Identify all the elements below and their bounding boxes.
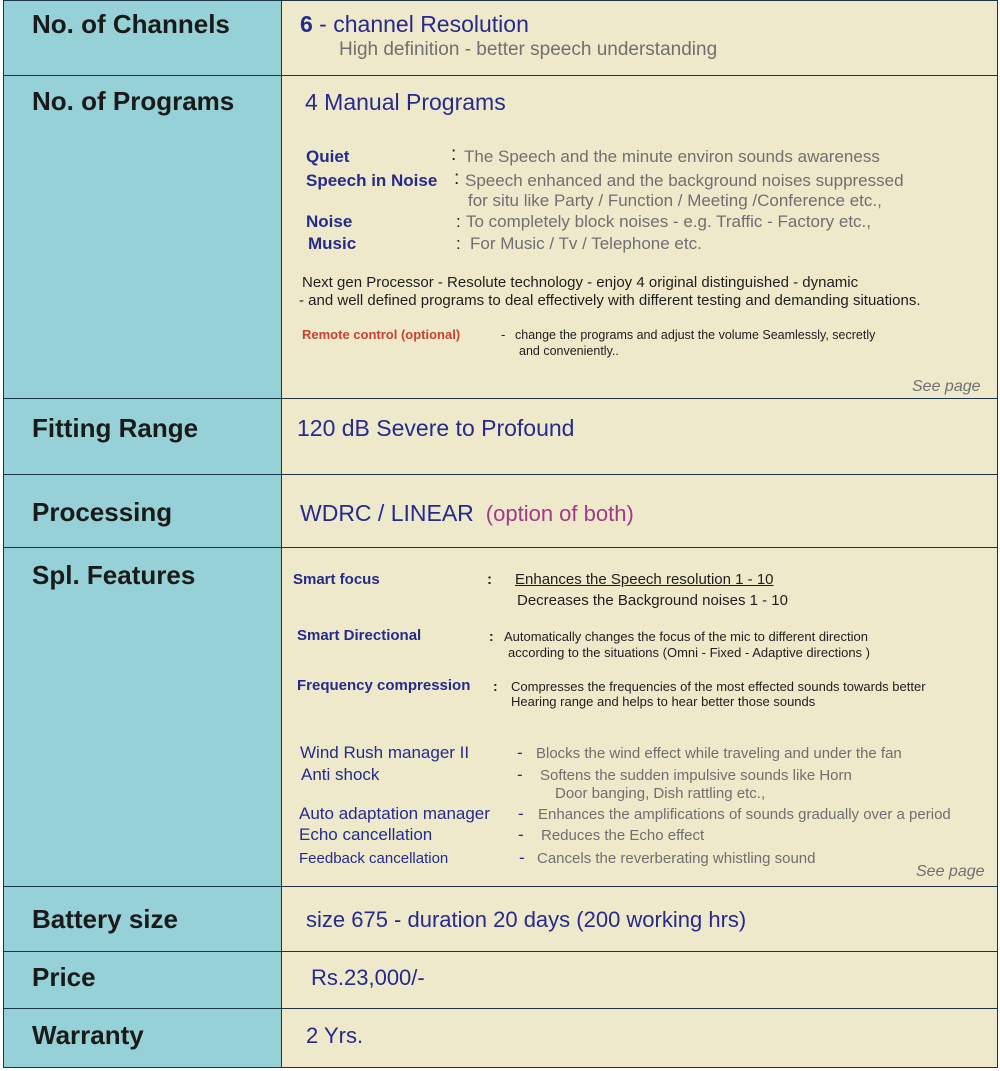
row-divider <box>4 547 997 548</box>
program-name-music: Music <box>308 234 357 253</box>
feature-anti-shock: Anti shock <box>301 765 380 784</box>
program-colon: : <box>456 212 461 231</box>
remote-control-label: Remote control (optional) <box>302 327 461 342</box>
warranty-label: Warranty <box>32 1020 144 1050</box>
program-desc-music: For Music / Tv / Telephone etc. <box>470 234 702 253</box>
feature-dash: - <box>519 848 525 867</box>
program-desc-quiet: The Speech and the minute environ sounds awareness <box>464 147 880 166</box>
frequency-compression-line2: Hearing range and helps to hear better those sounds <box>511 694 816 709</box>
feature-anti-shock-desc: Softens the sudden impulsive sounds like Horn <box>540 767 852 784</box>
program-name-speech-in-noise: Speech in Noise <box>306 171 438 190</box>
channels-subtitle: High definition - better speech understanding <box>339 39 718 60</box>
feature-colon: : <box>487 571 492 588</box>
feature-wind-rush: Wind Rush manager II <box>300 743 470 762</box>
smart-directional-line1: Automatically changes the focus of the mic to different direction <box>504 629 868 644</box>
special-features-label: Spl. Features <box>32 560 196 590</box>
row-divider <box>4 886 997 887</box>
feature-name-frequency-compression: Frequency compression <box>297 677 471 694</box>
channels-title-rest: - channel Resolution <box>312 11 529 37</box>
programs-paragraph-line2: - and well defined programs to deal effectively with different testing and demanding situations. <box>299 292 921 309</box>
programs-headline: 4 Manual Programs <box>305 89 506 115</box>
warranty-value: 2 Yrs. <box>306 1023 364 1048</box>
feature-colon: : <box>493 678 498 694</box>
program-colon: : <box>454 168 460 189</box>
program-name-noise: Noise <box>306 212 353 231</box>
price-label: Price <box>32 962 96 992</box>
see-page-link[interactable]: See page <box>916 863 985 880</box>
processing-mode: WDRC / LINEAR <box>300 500 474 526</box>
feature-echo-cancellation: Echo cancellation <box>299 825 433 844</box>
smart-focus-line1: Enhances the Speech resolution 1 - 10 <box>515 571 774 588</box>
battery-size-value: size 675 - duration 20 days (200 working hrs) <box>306 907 747 932</box>
row-divider <box>4 474 997 475</box>
processing-label: Processing <box>32 497 173 527</box>
processing-note: (option of both) <box>485 501 634 526</box>
see-page-link[interactable]: See page <box>912 378 981 395</box>
program-colon: : <box>456 234 461 253</box>
frequency-compression-line1: Compresses the frequencies of the most effected sounds towards better <box>511 679 926 694</box>
program-desc-speech-in-noise-2: for situ like Party / Function / Meeting /Conference etc., <box>468 191 882 210</box>
remote-control-dash: - <box>501 327 506 342</box>
program-desc-speech-in-noise: Speech enhanced and the background noises suppressed <box>465 171 904 190</box>
row-divider <box>4 398 997 399</box>
battery-size-label: Battery size <box>32 904 178 934</box>
feature-feedback-cancellation: Feedback cancellation <box>299 850 449 867</box>
channels-label: No. of Channels <box>32 9 230 39</box>
feature-dash: - <box>518 804 524 823</box>
price-value: Rs.23,000/- <box>311 965 425 990</box>
program-name-quiet: Quiet <box>306 147 350 166</box>
feature-anti-shock-desc-2: Door banging, Dish rattling etc., <box>555 785 766 802</box>
smart-directional-line2: according to the situations (Omni - Fixed - Adaptive directions ) <box>508 645 870 660</box>
feature-dash: - <box>517 765 523 784</box>
program-desc-noise: To completely block noises - e.g. Traffic - Factory etc., <box>466 212 872 231</box>
spec-table <box>3 0 998 1068</box>
row-divider <box>4 1008 997 1009</box>
feature-dash: - <box>517 743 523 762</box>
feature-name-smart-focus: Smart focus <box>293 571 380 588</box>
programs-paragraph-line1: Next gen Processor - Resolute technology - enjoy 4 original distinguished - dynamic <box>302 274 859 291</box>
feature-name-smart-directional: Smart Directional <box>297 627 422 644</box>
feature-dash: - <box>518 825 524 844</box>
feature-wind-rush-desc: Blocks the wind effect while traveling and under the fan <box>536 745 902 762</box>
fitting-range-label: Fitting Range <box>32 413 199 443</box>
processing-value <box>300 500 634 527</box>
remote-control-text-line1: change the programs and adjust the volume Seamlessly, secretly <box>515 328 876 342</box>
channels-title <box>300 11 529 38</box>
feature-colon: : <box>489 628 494 644</box>
feature-auto-adaptation-desc: Enhances the amplifications of sounds gradually over a period <box>538 806 951 823</box>
program-colon: : <box>451 144 457 165</box>
row-divider <box>4 951 997 952</box>
smart-focus-line2: Decreases the Background noises 1 - 10 <box>517 592 788 609</box>
remote-control-text-line2: and conveniently.. <box>519 344 619 358</box>
row-divider <box>4 75 997 76</box>
feature-auto-adaptation: Auto adaptation manager <box>299 804 490 823</box>
channels-count: 6 <box>300 11 313 37</box>
feature-feedback-cancellation-desc: Cancels the reverberating whistling sound <box>537 850 816 867</box>
feature-echo-cancellation-desc: Reduces the Echo effect <box>541 827 705 844</box>
fitting-range-value: 120 dB Severe to Profound <box>297 415 575 441</box>
programs-label: No. of Programs <box>32 86 235 116</box>
